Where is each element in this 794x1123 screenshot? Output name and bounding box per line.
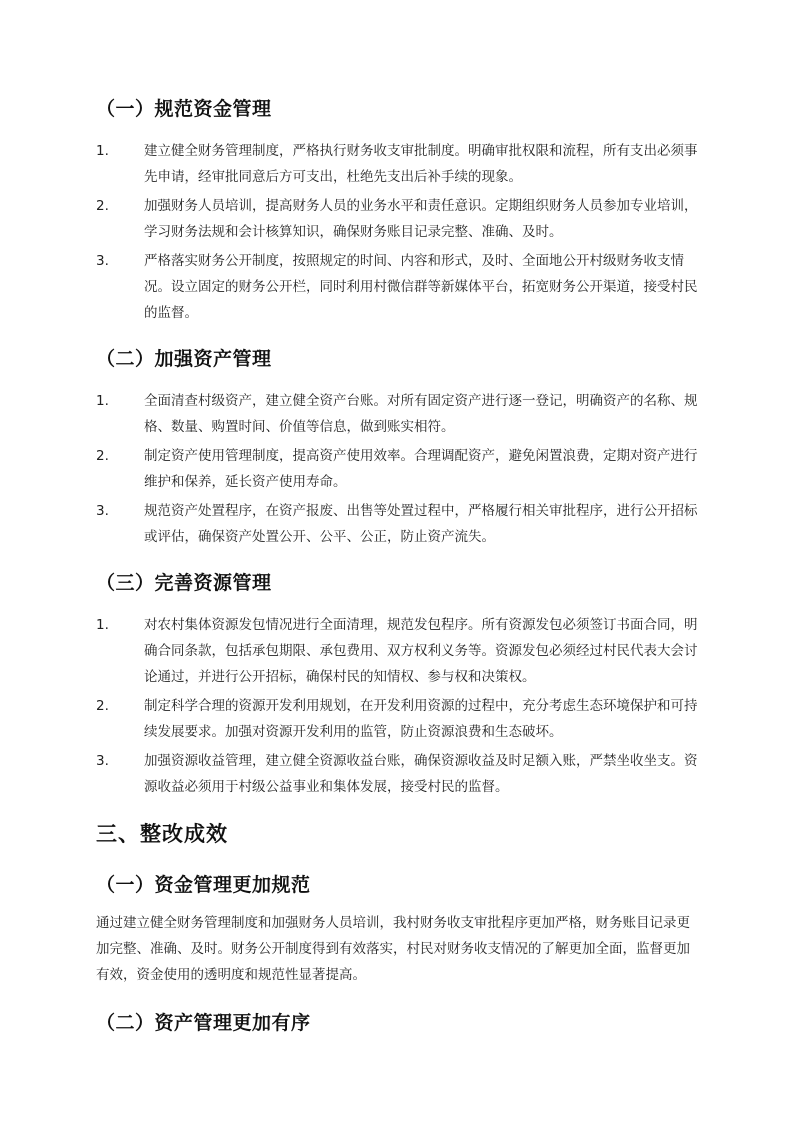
list-item-number: 3. bbox=[96, 753, 109, 769]
list-item bbox=[96, 443, 702, 495]
section-heading-resource-management: （三）完善资源管理 bbox=[96, 572, 272, 594]
list-item-number: 2. bbox=[96, 198, 109, 214]
list-item-text: 制定资产使用管理制度，提高资产使用效率。合理调配资产，避免闲置浪费，定期对资产进行维护和保养，延长资产使用寿命。 bbox=[144, 448, 698, 490]
list-item-text: 建立健全财务管理制度，严格执行财务收支审批制度。明确审批权限和流程，所有支出必须事先申请，经审批同意后方可支出，杜绝先支出后补手续的现象。 bbox=[144, 143, 698, 185]
list-item bbox=[96, 693, 702, 745]
list-item-number: 2. bbox=[96, 448, 109, 464]
document-page bbox=[96, 88, 702, 1036]
list-item bbox=[96, 388, 702, 440]
list-item-text: 加强财务人员培训，提高财务人员的业务水平和责任意识。定期组织财务人员参加专业培训，学习财务法规和会计核算知识，确保财务账目记录完整、准确、及时。 bbox=[144, 198, 698, 240]
list-item-text: 加强资源收益管理，建立健全资源收益台账，确保资源收益及时足额入账，严禁坐收坐支。资源收益必须用于村级公益事业和集体发展，接受村民的监督。 bbox=[144, 753, 698, 795]
list-item-text: 对农村集体资源发包情况进行全面清理，规范发包程序。所有资源发包必须签订书面合同，明确合同条款，包括承包期限、承包费用、双方权利义务等。资源发包必须经过村民代表大会讨论通过，并进行公开招标，确保村民的知情权、参与权和决策权。 bbox=[144, 617, 698, 685]
resource-management-list bbox=[96, 612, 702, 800]
asset-management-list bbox=[96, 388, 702, 550]
list-item-number: 3. bbox=[96, 503, 109, 519]
list-item-number: 1. bbox=[96, 143, 109, 159]
fund-management-list bbox=[96, 138, 702, 326]
list-item bbox=[96, 138, 702, 190]
list-item-number: 1. bbox=[96, 617, 109, 633]
section-heading-fund-results: （一）资金管理更加规范 bbox=[96, 874, 311, 896]
fund-results-paragraph: 通过建立健全财务管理制度和加强财务人员培训，我村财务收支审批程序更加严格，财务账目记录更加完整、准确、及时。财务公开制度得到有效落实，村民对财务收支情况的了解更加全面，监督更加有效，资金使用的透明度和规范性显著提高。 bbox=[96, 915, 690, 983]
list-item-text: 制定科学合理的资源开发利用规划，在开发利用资源的过程中，充分考虑生态环境保护和可持续发展要求。加强对资源开发利用的监管，防止资源浪费和生态破坏。 bbox=[144, 698, 698, 740]
list-item-number: 3. bbox=[96, 253, 109, 269]
section-heading-results: 三、整改成效 bbox=[96, 822, 228, 846]
list-item-text: 全面清查村级资产，建立健全资产台账。对所有固定资产进行逐一登记，明确资产的名称、规格、数量、购置时间、价值等信息，做到账实相符。 bbox=[144, 393, 698, 435]
list-item-text: 规范资产处置程序，在资产报废、出售等处置过程中，严格履行相关审批程序，进行公开招标或评估，确保资产处置公开、公平、公正，防止资产流失。 bbox=[144, 503, 698, 545]
list-item-number: 2. bbox=[96, 698, 109, 714]
list-item-number: 1. bbox=[96, 393, 109, 409]
list-item bbox=[96, 248, 702, 326]
section-heading-asset-management: （二）加强资产管理 bbox=[96, 348, 272, 370]
list-item bbox=[96, 193, 702, 245]
section-heading-fund-management: （一）规范资金管理 bbox=[96, 98, 272, 120]
list-item-text: 严格落实财务公开制度，按照规定的时间、内容和形式，及时、全面地公开村级财务收支情况。设立固定的财务公开栏，同时利用村微信群等新媒体平台，拓宽财务公开渠道，接受村民的监督。 bbox=[144, 253, 698, 321]
list-item bbox=[96, 748, 702, 800]
list-item bbox=[96, 612, 702, 690]
list-item bbox=[96, 498, 702, 550]
section-heading-asset-results: （二）资产管理更加有序 bbox=[96, 1012, 311, 1034]
